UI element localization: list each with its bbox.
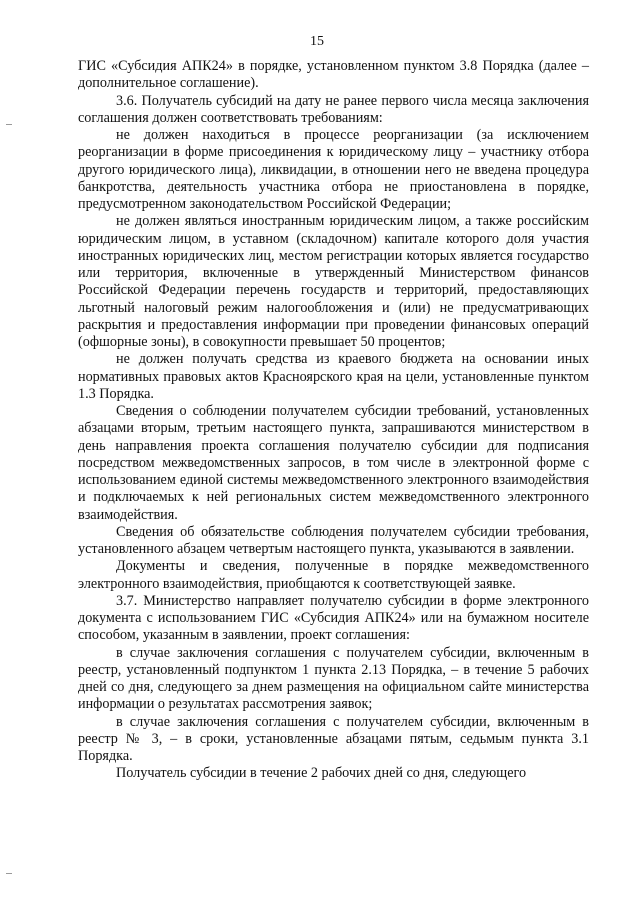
paragraph-1: ГИС «Субсидия АПК24» в порядке, установленном пунктом 3.8 Порядка (далее – дополнительное соглашение).	[78, 58, 589, 92]
paragraph-3: не должен находиться в процессе реорганизации (за исключением реорганизации в форме присоединения к юридическому лицу – участнику отбора другого юридического лица), ликвидации, в отношении него не введена процедура банкротства, деятельность участника отбора не приостановлена в порядке, предусмотренном законодательством Российской Федерации;	[78, 127, 589, 212]
paragraph-4: не должен являться иностранным юридическим лицом, а также российским юридическим лицом, в уставном (складочном) капитале которого доля участия иностранных юридических лиц, местом регистрации которых является государство или территория, включенные в утвержденный Министерством финансов Российской Федерации перечень государств и территорий, предоставляющих льготный налоговый режим налогообложения и (или) не предусматривающих раскрытия и предоставления информации при проведении финансовых операций (офшорные зоны), в совокупности превышает 50 процентов;	[78, 213, 589, 350]
paragraph-6: Сведения о соблюдении получателем субсидии требований, установленных абзацами вторым, третьим настоящего пункта, запрашиваются министерством в день направления проекта соглашения получателю субсидии для подписания посредством межведомственных запросов, в том числе в электронной форме с использованием единой системы межведомственного электронного взаимодействия и подключаемых к ней региональных систем межведомственного электронного взаимодействия.	[78, 403, 589, 523]
paragraph-7: Сведения об обязательстве соблюдения получателем субсидии требования, установленного абзацем четвертым настоящего пункта, указываются в заявлении.	[78, 523, 589, 557]
paragraph-2: 3.6. Получатель субсидий на дату не ранее первого числа месяца заключения соглашения должен соответствовать требованиям:	[78, 92, 589, 126]
page-number: 15	[310, 34, 324, 49]
document-body	[78, 58, 589, 783]
paragraph-9: 3.7. Министерство направляет получателю субсидии в форме электронного документа с использованием ГИС «Субсидия АПК24» или на бумажном носителе способом, указанным в заявлении, проект соглашения:	[78, 592, 589, 644]
paragraph-11: в случае заключения соглашения с получателем субсидии, включенным в реестр № 3, – в сроки, установленные абзацами пятым, седьмым пункта 3.1 Порядка.	[78, 713, 589, 764]
margin-mark	[6, 124, 12, 125]
paragraph-10: в случае заключения соглашения с получателем субсидии, включенным в реестр, установленный подпунктом 1 пункта 2.13 Порядка, – в течение 5 рабочих дней со дня, следующего за днем размещения на официальном сайте министерства информации о результатах рассмотрения заявок;	[78, 644, 589, 713]
paragraph-5: не должен получать средства из краевого бюджета на основании иных нормативных правовых актов Красноярского края на цели, установленные пунктом 1.3 Порядка.	[78, 351, 589, 402]
paragraph-8: Документы и сведения, полученные в порядке межведомственного электронного взаимодействия, приобщаются к соответствующей заявке.	[78, 558, 589, 592]
margin-mark	[6, 873, 12, 874]
paragraph-12: Получатель субсидии в течение 2 рабочих дней со дня, следующего	[116, 765, 527, 782]
